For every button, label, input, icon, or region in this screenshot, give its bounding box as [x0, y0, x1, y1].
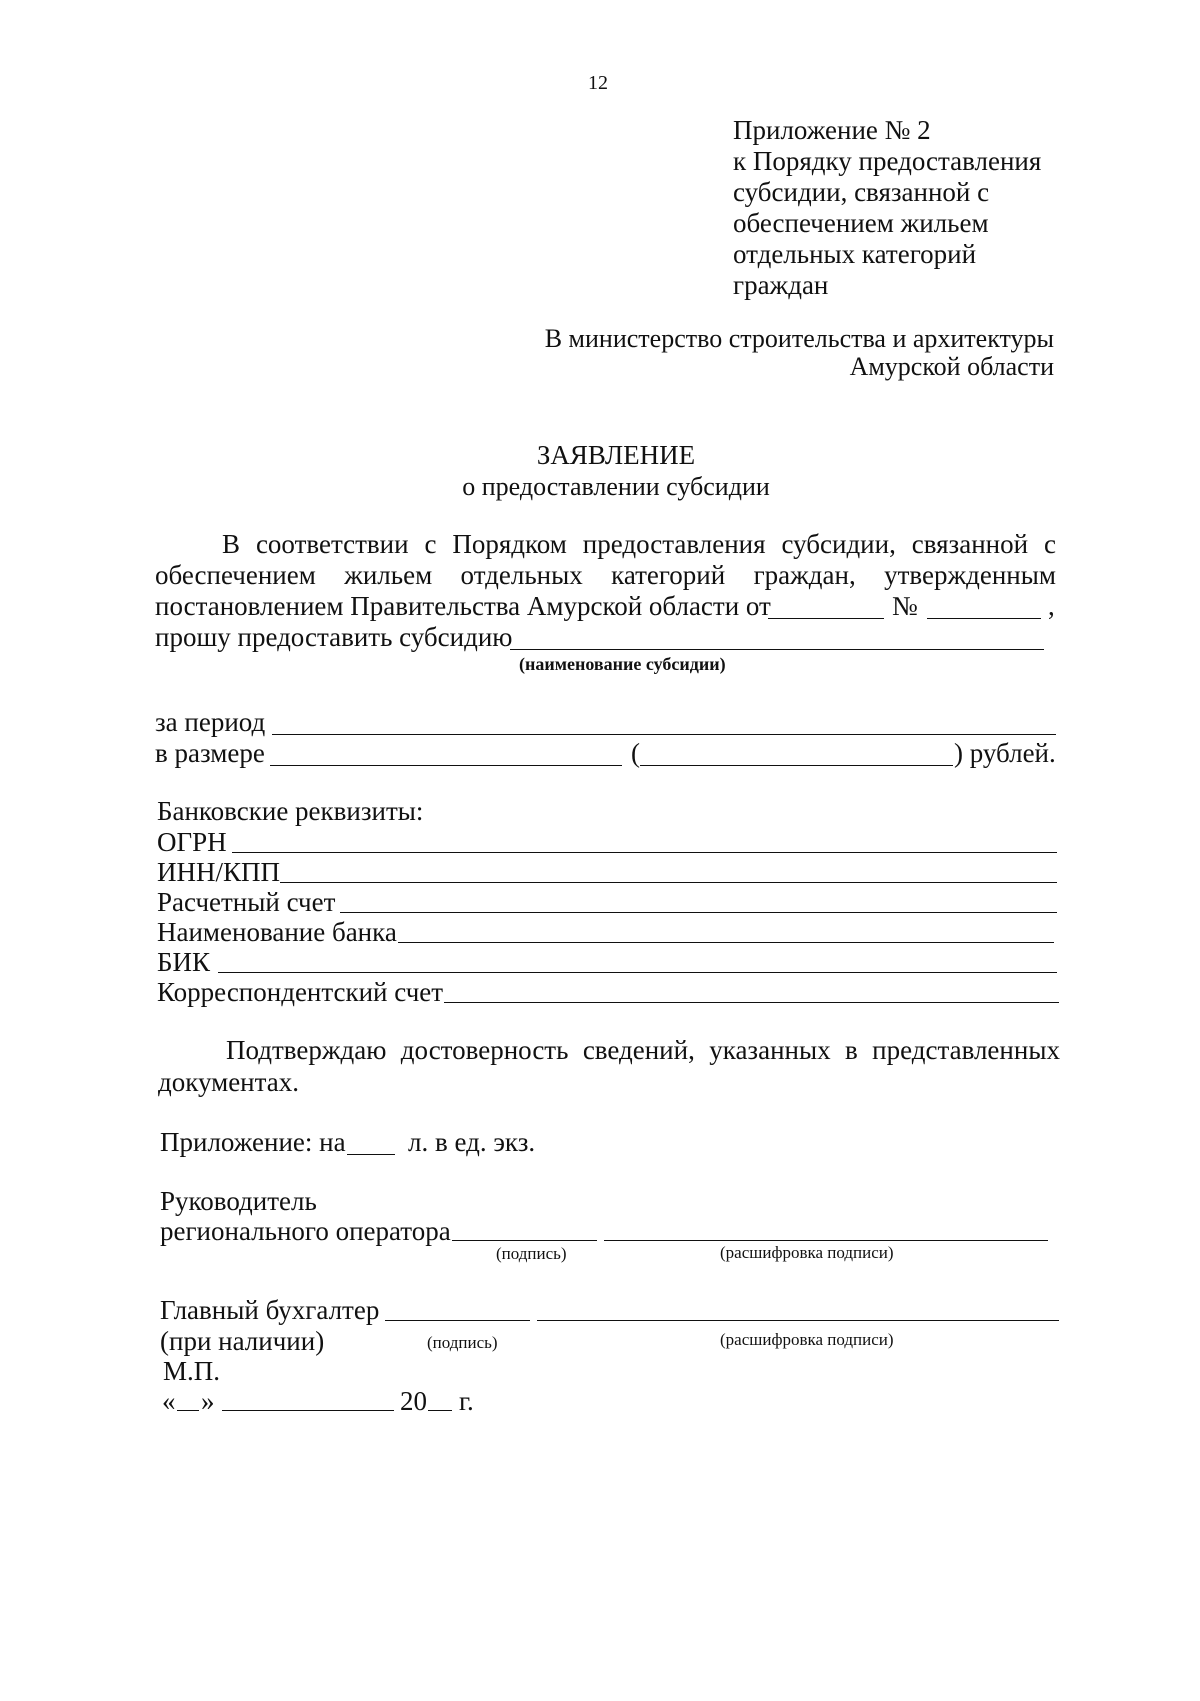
decree-number-field[interactable] [927, 618, 1041, 619]
accountant-sign-caption: (подпись) [427, 1333, 498, 1352]
date-day-field[interactable] [177, 1410, 199, 1411]
decree-date-field[interactable] [768, 618, 884, 619]
comma: , [1048, 591, 1055, 621]
annex-line: субсидии, связанной с [733, 177, 990, 207]
annex-line: к Порядку предоставления [733, 146, 1042, 176]
amount-open-paren: ( [631, 738, 640, 768]
accountant-title-1: Главный бухгалтер [160, 1295, 380, 1325]
document-subtitle: о предоставлении субсидии [462, 472, 770, 501]
head-decode-caption: (расшифровка подписи) [720, 1243, 894, 1262]
date-month-field[interactable] [222, 1410, 394, 1411]
head-sign-caption: (подпись) [496, 1244, 567, 1263]
accountant-signature-field[interactable] [385, 1320, 530, 1321]
bank-field-label: ИНН/КПП [157, 857, 281, 887]
intro-line-2: обеспечением жильем отдельных категорий граждан, утвержденным [155, 560, 1056, 590]
bank-name-field[interactable] [398, 942, 1054, 943]
subsidy-name-field[interactable] [510, 649, 1044, 650]
attachment-sheets-field[interactable] [347, 1154, 395, 1155]
annex-line: граждан [733, 270, 829, 300]
annex-line: обеспечением жильем [733, 208, 989, 238]
head-title-1: Руководитель [160, 1186, 317, 1216]
accountant-signature-decode-field[interactable] [537, 1320, 1059, 1321]
corr-account-field[interactable] [444, 1002, 1059, 1003]
date-open-quote: « [162, 1386, 176, 1416]
stamp-label: М.П. [163, 1356, 221, 1386]
period-field[interactable] [272, 734, 1056, 735]
page-number: 12 [588, 72, 608, 94]
head-title-2: регионального оператора [160, 1216, 451, 1246]
addressee-line-2: Амурской области [849, 352, 1054, 381]
annex-line: отдельных категорий [733, 239, 977, 269]
accountant-decode-caption: (расшифровка подписи) [720, 1330, 894, 1349]
head-signature-decode-field[interactable] [604, 1240, 1048, 1241]
inn-kpp-field[interactable] [280, 882, 1057, 883]
attachment-suffix: л. в ед. экз. [408, 1127, 536, 1157]
intro-line-1: В соответствии с Порядком предоставления субсидии, связанной с [222, 529, 1056, 559]
amount-close-label: ) рублей. [954, 738, 1056, 768]
amount-digits-field[interactable] [270, 765, 622, 766]
account-field[interactable] [340, 912, 1057, 913]
bank-field-label: ОГРН [157, 827, 227, 857]
bank-field-label: Расчетный счет [157, 887, 336, 917]
amount-label: в размере [155, 738, 265, 768]
head-signature-field[interactable] [452, 1240, 597, 1241]
intro-line-3: постановлением Правительства Амурской области от [155, 591, 771, 621]
intro-line-4: прошу предоставить субсидию [155, 622, 513, 652]
ogrn-field[interactable] [232, 852, 1057, 853]
confirm-line-2: документах. [158, 1067, 299, 1097]
amount-words-field[interactable] [640, 765, 953, 766]
number-sign: № [892, 591, 918, 621]
bank-heading: Банковские реквизиты: [157, 796, 424, 826]
bank-field-label: Корреспондентский счет [157, 977, 444, 1007]
bank-field-label: Наименование банка [157, 917, 397, 947]
annex-line: Приложение № 2 [733, 115, 931, 145]
document-title: ЗАЯВЛЕНИЕ [536, 440, 696, 470]
bik-field[interactable] [218, 972, 1057, 973]
date-year-suffix: г. [459, 1386, 474, 1416]
period-label: за период [155, 707, 266, 737]
subsidy-name-caption: (наименование субсидии) [519, 654, 726, 674]
addressee-line-1: В министерство строительства и архитектуры [544, 324, 1054, 353]
date-year-field[interactable] [428, 1410, 452, 1411]
bank-field-label: БИК [157, 947, 211, 977]
accountant-title-2: (при наличии) [160, 1326, 325, 1356]
confirm-line-1: Подтверждаю достоверность сведений, указанных в представленных [226, 1035, 1060, 1065]
date-year-prefix: 20 [400, 1386, 427, 1416]
attachment-prefix: Приложение: на [160, 1127, 346, 1157]
date-close-quote: » [201, 1386, 215, 1416]
